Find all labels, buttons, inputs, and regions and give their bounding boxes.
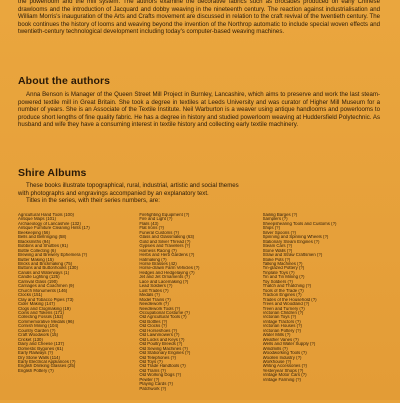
title-item: Glass and Glassmaking (63) — [139, 235, 195, 240]
title-item: Model Trains (?) — [139, 297, 171, 302]
shire-line-1: These books illustrate topographical, rural, industrial, artistic and social themes — [26, 182, 239, 189]
title-item: Clay and Tobacco Pipes (73) — [18, 297, 74, 302]
title-item: Yesteryear Shops (?) — [262, 368, 304, 373]
title-item: Stationary Steam Engines (?) — [262, 239, 320, 244]
title-item: Windmills (?) — [262, 346, 288, 351]
title-item: Funeral Customs (?) — [139, 230, 179, 235]
title-item: Tools of the Trade (?) — [262, 288, 304, 293]
title-item: Cornish Mining (104) — [18, 324, 59, 329]
intro-paragraph: the powerloom and the mill system. The authors examine the decorative fabrics such as brocades produced on early Chinese drawlooms and the introduction of Jacquard and dobby weaving in the nineteenth century. The reaction against industrialisation and William Morris's inauguration of the Arts and Crafts movement are discussed in relation to the craft revival of the twentieth century. The book continues the history of looms and weaving beyond the invention of the Northrop automatic to include special woven effects and twentieth-century technological development including today's computer-based weaving machines. — [18, 0, 380, 36]
title-item: Tinplate Toys (?) — [262, 270, 295, 275]
title-item: Buttons and Buttonhooks (130) — [18, 266, 78, 271]
title-item: Firefighting Equipment (?) — [139, 213, 190, 217]
title-item: English Pottery (?) — [18, 368, 54, 373]
title-item: Cider Making (147) — [18, 302, 55, 307]
title-item: Old Agricultural Tools (?) — [139, 315, 187, 320]
title-item: Coins and Tokens (171) — [18, 310, 64, 315]
title-item: Sheepshearing Tools and Customs (?) — [262, 221, 337, 226]
title-item: Stoke Pots (?) — [262, 257, 291, 262]
title-item: Collecting Fossils (152) — [18, 315, 64, 320]
title-item: Tin-glazed Pottery (?) — [262, 266, 305, 271]
title-item: Herbs and Herb Gardens (?) — [139, 253, 195, 258]
title-item: Old Poultry Breeds (?) — [139, 342, 183, 347]
title-item: Old Horseshoes (?) — [139, 328, 177, 333]
title-item: Old Trams (?) — [139, 368, 166, 373]
title-item: Dry Stone Walls (114) — [18, 355, 61, 360]
title-item: Trades of the Household (?) — [262, 297, 317, 302]
title-item: Straw and Straw Craftsmen (?) — [262, 253, 323, 258]
title-item: Domestic Bygones (61) — [18, 346, 64, 351]
title-item: Silver Spoons (?) — [262, 230, 296, 235]
title-item: Water Mills (?) — [262, 333, 291, 338]
title-item: Horse Brasses (42) — [139, 261, 177, 266]
title-item: Clocks (151) — [18, 293, 43, 298]
title-item: Victorian Children (?) — [262, 310, 304, 315]
title-item: Antique Maps (101) — [18, 217, 56, 222]
title-item: Weather Vanes (?) — [262, 337, 299, 342]
title-item: Butter Making (15) — [18, 257, 54, 262]
title-item: Thatch and Thatching (?) — [262, 284, 312, 289]
title-item: Trees and Woodland (?) — [262, 302, 310, 307]
shire-heading: Shire Albums — [18, 167, 87, 179]
title-item: Clogs and Clogmaking (19) — [18, 306, 71, 311]
title-item: Harness Racing (?) — [139, 248, 177, 253]
title-item: Agricultural Hand Tools (100) — [18, 213, 74, 217]
title-item: Blacksmiths (94) — [18, 239, 51, 244]
title-item: Samplers (?) — [262, 217, 288, 222]
titles-list — [18, 213, 382, 403]
title-item: Horse-drawn Farm Vehicles (?) — [139, 266, 200, 271]
title-item: Wells and Water Supply (?) — [262, 342, 316, 347]
title-item: Needlework Tools (?) — [139, 306, 181, 311]
title-item: Carnival Glass (190) — [18, 279, 58, 284]
authors-heading: About the authors — [18, 75, 111, 87]
title-item: Hatmaking (?) — [139, 257, 167, 262]
title-item: Bottle Collecting (6) — [18, 248, 56, 253]
title-item: Commemorative Medals (96) — [18, 319, 75, 324]
title-item: Old Working Dogs (?) — [139, 373, 182, 378]
title-item: Lace and Lacemaking (?) — [139, 279, 189, 284]
title-item: Vintage Farming (?) — [262, 377, 301, 382]
title-item: Medals (?) — [139, 293, 160, 298]
title-item: Bells and Bellringing (58) — [18, 235, 67, 240]
title-item: Old Lawnmowers (?) — [139, 333, 180, 338]
title-item: Woollen Industry (?) — [262, 355, 302, 360]
title-item: Bricks and Brickmaking (75) — [18, 261, 73, 266]
title-item: Old Trade Handtools (?) — [139, 364, 186, 369]
title-item: Carriages and Coachmen (9) — [18, 284, 75, 289]
title-item: Gypsies and Travellers (?) — [139, 244, 191, 249]
title-item: Playing Cards (?) — [139, 382, 173, 387]
titles-column-3 — [263, 213, 382, 403]
title-item: Fire and Light (?) — [139, 217, 173, 222]
shire-line-2: with photographs and engravings accompanied by an explanatory text. — [18, 189, 209, 197]
title-item: Old Locks and Keys (?) — [139, 337, 185, 342]
title-item: Occupational Costume (?) — [139, 310, 190, 315]
title-item: Victorian Houses (?) — [262, 324, 302, 329]
title-item: Woodworking Tools (?) — [262, 351, 307, 356]
title-item: Church Monuments (146) — [18, 288, 68, 293]
title-item: Needlework (?) — [139, 302, 169, 307]
title-item: Old Sewing Machines (?) — [139, 346, 188, 351]
title-item: Bobbins and Shuttles (91) — [18, 244, 68, 249]
shire-line-3: Titles in the series, with their series numbers, are: — [26, 197, 160, 205]
title-item: Victorian Pottery (?) — [262, 328, 301, 333]
title-item: Dairy and Cheese (137) — [18, 342, 65, 347]
title-item: Cricket (130) — [18, 337, 43, 342]
title-item: Ships (?) — [262, 226, 281, 231]
titles-column-1 — [18, 213, 137, 403]
title-item: Craft Woodwork (15) — [18, 333, 58, 338]
title-item: Talking Machines (?) — [262, 261, 303, 266]
title-item: Candle Lighting (125) — [18, 275, 60, 280]
title-item: Traction Engines (?) — [262, 293, 302, 298]
title-item: English Drinking Glasses (25) — [18, 364, 76, 369]
title-item: Pewter (?) — [139, 377, 160, 382]
title-item: Stone Walls (?) — [262, 248, 293, 253]
title-item: Old Bottles (?) — [139, 319, 168, 324]
title-item: Toy Soldiers (?) — [262, 279, 293, 284]
title-item: Gold and Silver Thread (?) — [139, 239, 191, 244]
shire-description — [18, 182, 380, 205]
title-item: Workhouse (?) — [262, 359, 292, 364]
title-item: Old Toys (?) — [139, 359, 163, 364]
title-item: Flails (43) — [139, 221, 159, 226]
title-item: Brewing and Brewery Ephemera (?) — [18, 253, 88, 258]
title-item: Patchwork (?) — [139, 386, 167, 391]
title-item: Early Electrical Appliances (?) — [18, 359, 76, 364]
title-item: Writing Accessories (?) — [262, 364, 307, 369]
title-item: Steam Cars (?) — [262, 244, 293, 249]
title-item: Vintage Tractors (?) — [262, 319, 301, 324]
title-item: Flat Irons (?) — [139, 226, 164, 231]
title-item: Lead Soldiers (?) — [139, 284, 173, 289]
title-item: Beekeeping (56) — [18, 230, 50, 235]
title-item: Old Clocks (?) — [139, 324, 167, 329]
title-item: Jet and Jet Ornaments (?) — [139, 275, 190, 280]
authors-paragraph: Anna Benson is Manager of the Queen Street Mill Project in Burnley, Lancashire, which aims to preserve and work the last steam-powered textile mill in Great Britain. She took a degree in textiles at Leeds University and was curator of Higher Mill Museum for a number of years. She is an Associate of the Textile Institute. Neil Warburton is a weaver using antique handlooms and powerlooms to produce short lengths of fine quality fabric. He has a degree in history and studied powerloom weaving at Huddersfield Polytechnic. As husband and wife they have a consuming interest in textile history and collecting early textile machinery. — [18, 91, 380, 129]
titles-column-2 — [139, 213, 258, 403]
title-item: Canals and Waterways (1) — [18, 270, 70, 275]
title-item: Vintage Motor Cars (?) — [262, 373, 307, 378]
title-item: Archaeology of Lancashire (132) — [18, 221, 81, 226]
title-item: Tin and Tin Mining (?) — [262, 275, 305, 280]
title-item: Country Garden (?) — [18, 328, 56, 333]
title-item: Sailing Barges (?) — [262, 213, 298, 217]
title-item: Antique Furniture Cleaning Hints (17) — [18, 226, 90, 231]
title-item: Treen and Turnery (?) — [262, 306, 305, 311]
title-item: Spinning and Spinning Wheels (?) — [262, 235, 329, 240]
title-item: Old Telephones (?) — [139, 355, 176, 360]
title-item: Lost Trades (?) — [139, 288, 169, 293]
title-item: Old Stationary Engines (?) — [139, 351, 191, 356]
title-item: Early Railways (?) — [18, 351, 53, 356]
title-item: Hedges and Hedgelaying (?) — [139, 270, 195, 275]
title-item: Victorian Toys (?) — [262, 315, 297, 320]
